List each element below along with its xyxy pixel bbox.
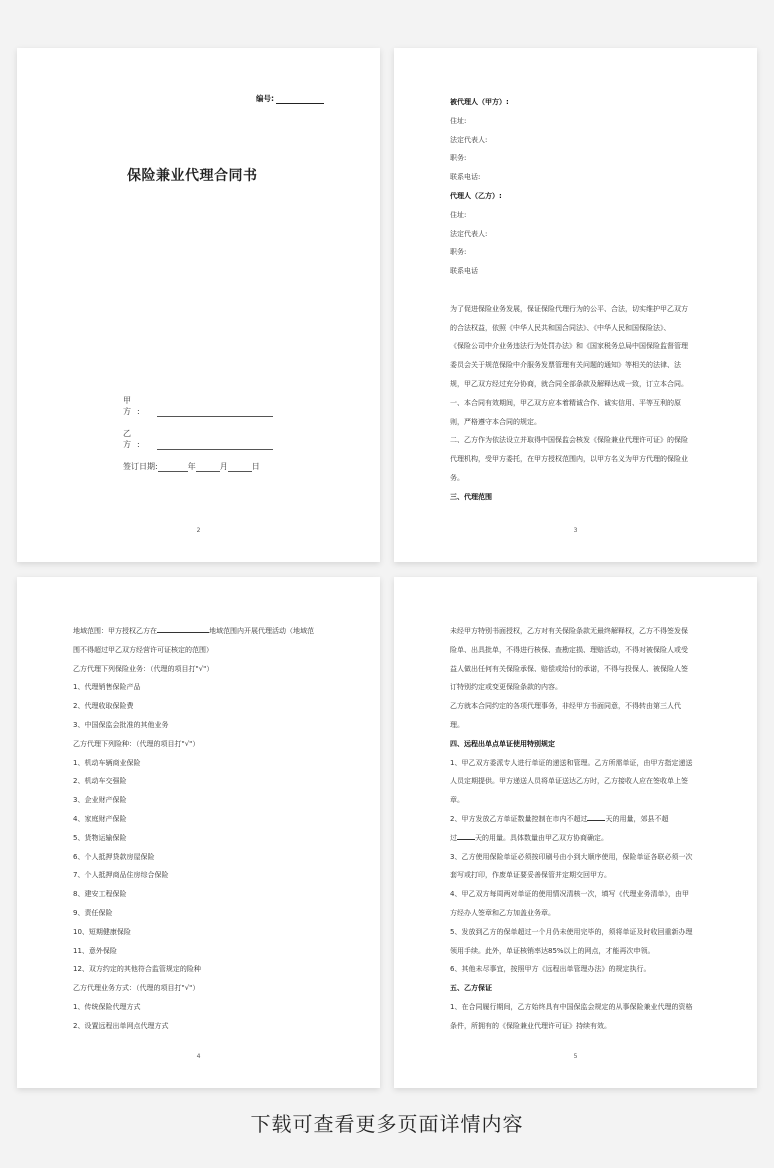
line-text-after-blank: 天的用量，郊县不超 bbox=[605, 814, 669, 823]
section-heading-line bbox=[450, 187, 709, 206]
page-3-text bbox=[450, 93, 709, 507]
signing-date-row bbox=[123, 461, 260, 472]
line-text: 2、设置远程出单网点代理方式 bbox=[73, 1021, 169, 1030]
text-line bbox=[450, 300, 709, 319]
section-heading-line bbox=[450, 735, 709, 754]
text-line bbox=[450, 469, 709, 488]
text-line bbox=[450, 243, 709, 262]
line-text: 《保险公司中介业务违法行为处罚办法》和《国家税务总局中国保险监督管理 bbox=[450, 342, 688, 351]
party-a-signature-row bbox=[123, 395, 273, 417]
line-text: 联系电话 bbox=[450, 267, 478, 276]
text-line bbox=[450, 149, 709, 168]
party-a-label: 甲 方: bbox=[123, 396, 151, 416]
text-line bbox=[73, 754, 332, 773]
page-4-text bbox=[73, 622, 332, 1036]
line-text: 套写或打印，作废单证要妥善保管并定期交回甲方。 bbox=[450, 871, 611, 880]
line-text: 1、传统保险代理方式 bbox=[73, 1002, 141, 1011]
text-line bbox=[73, 866, 332, 885]
month-blank bbox=[196, 462, 220, 472]
page-2-cover bbox=[17, 48, 380, 562]
month-label: 月 bbox=[219, 462, 228, 471]
line-text: 围不得超过甲乙双方经营许可证核定的范围） bbox=[73, 645, 213, 654]
text-line bbox=[450, 904, 709, 923]
text-line bbox=[450, 829, 709, 848]
line-text: 的合法权益，依照《中华人民共和国合同法》、《中华人民和国保险法》、 bbox=[450, 323, 671, 332]
line-text: 9、责任保险 bbox=[73, 908, 113, 917]
line-text: 过 bbox=[450, 833, 457, 842]
line-text-after-blank: 地域范围内开展代理活动（地域范 bbox=[209, 627, 314, 635]
text-line bbox=[450, 112, 709, 131]
line-text: 乙方代理下列险种：（代理的项目打"√"） bbox=[73, 739, 200, 748]
line-text: 4、甲乙双方每周两对单证的使用情况清核一次，填写《代理业务清单》，由甲 bbox=[450, 890, 689, 899]
text-line bbox=[73, 716, 332, 735]
text-line bbox=[450, 960, 709, 979]
line-text: 8、建安工程保险 bbox=[73, 890, 127, 899]
text-line bbox=[450, 319, 709, 338]
text-line bbox=[450, 678, 709, 697]
line-text: 1、代理销售保险产品 bbox=[73, 683, 141, 692]
text-line bbox=[73, 998, 332, 1017]
line-text: 1、甲乙双方委派专人进行单证的递送和管理。乙方所需单证，由甲方指定递送 bbox=[450, 758, 693, 767]
line-text: 法定代表人: bbox=[450, 229, 488, 238]
text-line bbox=[73, 697, 332, 716]
text-line bbox=[73, 678, 332, 697]
line-text: 订特别约定或变更保险条款的内容。 bbox=[450, 683, 562, 692]
line-text: 6、其他未尽事宜，按照甲方《远程出单管理办法》的规定执行。 bbox=[450, 965, 651, 974]
line-text: 益人做出任何有关保险承保、赔偿或给付的承诺，不得与投保人、被保险人签 bbox=[450, 664, 688, 673]
page-3 bbox=[394, 48, 757, 562]
party-b-label: 乙 方: bbox=[123, 429, 151, 449]
line-text: 3、乙方使用保险单证必须按印刷号由小到大顺序使用，保险单证各联必须一次 bbox=[450, 852, 693, 861]
text-line bbox=[450, 942, 709, 961]
text-line bbox=[450, 772, 709, 791]
page-number: 2 bbox=[196, 527, 201, 534]
text-line bbox=[450, 131, 709, 150]
text-line bbox=[450, 375, 709, 394]
line-text: 方经办人签章和乙方加盖业务章。 bbox=[450, 908, 555, 917]
text-line bbox=[450, 281, 709, 300]
fill-in-blank bbox=[457, 831, 475, 840]
line-text: 11、意外保险 bbox=[73, 946, 117, 955]
text-line bbox=[73, 1017, 332, 1036]
text-line bbox=[73, 810, 332, 829]
text-line bbox=[450, 337, 709, 356]
text-line bbox=[73, 904, 332, 923]
party-b-signature-row bbox=[123, 428, 273, 450]
day-blank bbox=[228, 462, 252, 472]
text-line bbox=[450, 998, 709, 1017]
section-heading-line bbox=[450, 93, 709, 112]
line-text: 乙方代理下列保险业务：（代理的项目打"√"） bbox=[73, 664, 214, 673]
page-5-text bbox=[450, 622, 709, 1036]
line-text: 7、个人抵押商品住房综合保险 bbox=[73, 871, 169, 880]
text-line bbox=[450, 754, 709, 773]
line-text: 规，甲乙双方经过充分协商，就合同全部条款及解释达成一致，订立本合同。 bbox=[450, 379, 688, 388]
line-text: 3、企业财产保险 bbox=[73, 796, 127, 805]
line-text: 住址: bbox=[450, 116, 467, 125]
signing-date-label: 签订日期: bbox=[123, 462, 158, 471]
text-line bbox=[73, 641, 332, 660]
text-line bbox=[450, 413, 709, 432]
text-line bbox=[73, 942, 332, 961]
text-line bbox=[450, 206, 709, 225]
text-line bbox=[73, 660, 332, 679]
line-text: 5、发放到乙方的保单超过一个月仍未使用完毕的，须将单证及时收回重新办理 bbox=[450, 927, 693, 936]
text-line bbox=[450, 641, 709, 660]
line-text: 法定代表人: bbox=[450, 135, 488, 144]
serial-number-field bbox=[256, 93, 324, 104]
line-text: 12、双方约定的其他符合监管规定的险种 bbox=[73, 965, 201, 974]
line-text: 一、本合同有效期间，甲乙双方应本着精诚合作、诚实信用、平等互利的原 bbox=[450, 398, 681, 407]
page-number: 4 bbox=[196, 1053, 201, 1060]
line-text: 联系电话: bbox=[450, 173, 481, 182]
page-5 bbox=[394, 577, 757, 1088]
text-line bbox=[450, 885, 709, 904]
line-text: 条件，所拥有的《保险兼业代理许可证》持续有效。 bbox=[450, 1021, 611, 1030]
download-more-note: 下载可查看更多页面详情内容 bbox=[250, 1112, 524, 1136]
text-line bbox=[450, 866, 709, 885]
text-line bbox=[450, 394, 709, 413]
line-text: 领用手续。此外，单证核销率达85%以上的网点，才能再次申领。 bbox=[450, 946, 655, 955]
line-text: 乙方代理业务方式：（代理的项目打"√"） bbox=[73, 984, 200, 993]
line-text: 2、机动车交强险 bbox=[73, 777, 127, 786]
day-label: 日 bbox=[251, 462, 260, 471]
text-line bbox=[450, 716, 709, 735]
text-line bbox=[450, 262, 709, 281]
year-blank bbox=[158, 462, 188, 472]
text-line bbox=[450, 697, 709, 716]
serial-blank-line bbox=[276, 95, 324, 104]
section-heading-line bbox=[450, 979, 709, 998]
line-text: 未经甲方特别书面授权，乙方对有关保险条款无最终解释权，乙方不得签发保 bbox=[450, 627, 688, 635]
line-text: 章。 bbox=[450, 796, 464, 805]
text-line bbox=[450, 660, 709, 679]
section-heading-line bbox=[450, 488, 709, 507]
text-line bbox=[73, 848, 332, 867]
contract-title: 保险兼业代理合同书 bbox=[127, 168, 258, 184]
line-text: 为了促进保险业务发展，保证保险代理行为的公平、合法，切实维护甲乙双方 bbox=[450, 304, 688, 313]
text-line bbox=[73, 829, 332, 848]
page-number: 3 bbox=[573, 527, 578, 534]
text-line bbox=[450, 450, 709, 469]
serial-label: 编号: bbox=[256, 94, 274, 103]
line-text: 四、远程出单点单证使用特别规定 bbox=[450, 739, 555, 748]
line-text: 住址: bbox=[450, 210, 467, 219]
party-a-blank-line bbox=[157, 407, 273, 417]
text-line bbox=[450, 848, 709, 867]
line-text: 4、家庭财产保险 bbox=[73, 814, 127, 823]
line-text: 理。 bbox=[450, 720, 464, 729]
line-text: 五、乙方保证 bbox=[450, 984, 492, 993]
text-line bbox=[73, 735, 332, 754]
line-text: 2、代理收取保险费 bbox=[73, 702, 134, 711]
text-line bbox=[450, 791, 709, 810]
text-line bbox=[73, 979, 332, 998]
line-text: 二、乙方作为依法设立并取得中国保监会核发《保险兼业代理许可证》的保险 bbox=[450, 436, 688, 445]
year-label: 年 bbox=[187, 462, 196, 471]
line-text: 人员定期提供。甲方递送人员将单证送达乙方时，乙方接收人应在签收单上签 bbox=[450, 777, 688, 786]
line-text: 职务: bbox=[450, 248, 467, 257]
page-number: 5 bbox=[573, 1053, 578, 1060]
line-text: 代理人（乙方）: bbox=[450, 191, 502, 200]
text-line bbox=[73, 772, 332, 791]
text-line bbox=[450, 622, 709, 641]
text-line bbox=[450, 356, 709, 375]
line-text: 地域范围：甲方授权乙方在 bbox=[73, 627, 157, 635]
line-text: 5、货物运输保险 bbox=[73, 833, 127, 842]
line-text: 3、中国保监会批准的其他业务 bbox=[73, 720, 169, 729]
text-line bbox=[73, 791, 332, 810]
line-text: 2、甲方发放乙方单证数量控制在市内不超过 bbox=[450, 814, 588, 823]
text-line bbox=[450, 1017, 709, 1036]
line-text: 乙方就本合同约定的各项代理事务，非经甲方书面同意，不得转由第三人代 bbox=[450, 702, 681, 711]
text-line bbox=[73, 885, 332, 904]
text-line bbox=[450, 810, 709, 829]
line-text: 务。 bbox=[450, 473, 464, 482]
line-text: 被代理人（甲方）: bbox=[450, 98, 509, 106]
line-text: 代理机构，受甲方委托，在甲方授权范围内，以甲方名义为甲方代理的保险业 bbox=[450, 455, 688, 464]
fill-in-blank bbox=[587, 812, 605, 821]
fill-in-blank bbox=[157, 624, 209, 633]
page-4 bbox=[17, 577, 380, 1088]
line-text: 则，严格遵守本合同的规定。 bbox=[450, 417, 541, 426]
text-line bbox=[450, 923, 709, 942]
line-text: 1、机动车辆商业保险 bbox=[73, 758, 141, 767]
text-line bbox=[450, 431, 709, 450]
text-line bbox=[450, 168, 709, 187]
line-text: 6、个人抵押贷款房屋保险 bbox=[73, 852, 155, 861]
line-text: 10、短期健康保险 bbox=[73, 927, 131, 936]
line-text: 险单、出具批单，不得进行核保、查勘定损、理赔活动，不得对被保险人或受 bbox=[450, 645, 688, 654]
text-line bbox=[73, 960, 332, 979]
text-line bbox=[73, 622, 332, 641]
text-line bbox=[73, 923, 332, 942]
line-text-after-blank: 天的用量。具体数量由甲乙双方协商确定。 bbox=[475, 833, 608, 842]
party-b-blank-line bbox=[157, 440, 273, 450]
line-text: 三、代理范围 bbox=[450, 492, 492, 501]
line-text: 职务: bbox=[450, 154, 467, 163]
line-text: 委员会关于规范保险中介服务发票管理有关问题的通知》等相关的法律、法 bbox=[450, 361, 681, 370]
line-text: 1、在合同履行期间，乙方始终具有中国保监会规定的从事保险兼业代理的资格 bbox=[450, 1002, 693, 1011]
text-line bbox=[450, 225, 709, 244]
